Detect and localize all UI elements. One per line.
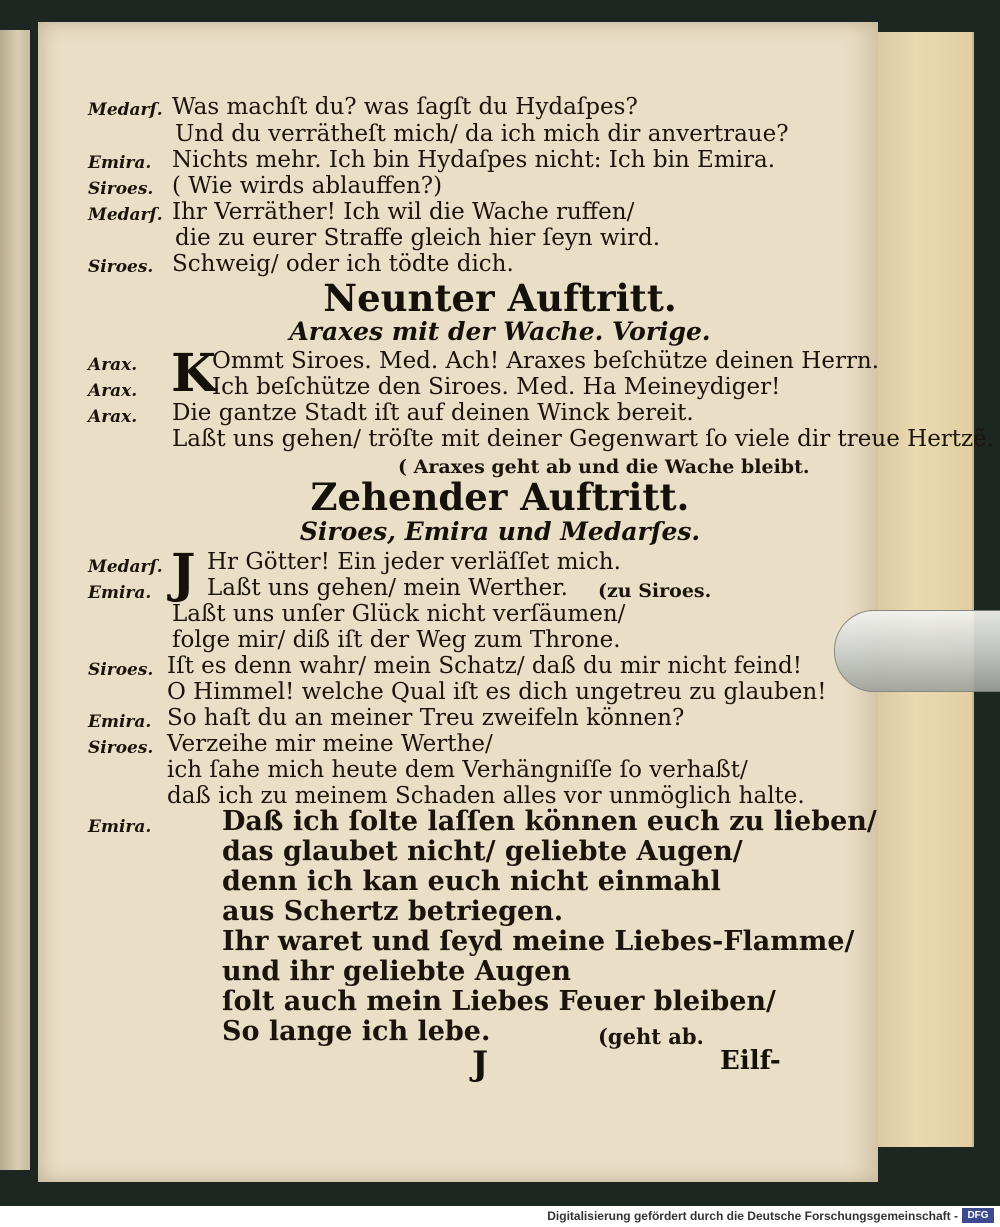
dialogue-line: Laßt uns gehen/ tröſte mit deiner Gegenwart ſo viele dir treue Hertzẽ. bbox=[172, 426, 995, 452]
dialogue-line: Laßt uns unſer Glück nicht verſäumen/ bbox=[172, 601, 626, 627]
dialogue-line: Nichts mehr. Ich bin Hydaſpes nicht: Ich bin Emira. bbox=[172, 147, 776, 173]
dialogue-line: folge mir/ diß iſt der Weg zum Throne. bbox=[172, 627, 621, 653]
aria-line: denn ich kan euch nicht einmahl bbox=[222, 866, 721, 897]
scene-heading: Neunter Auftritt. bbox=[323, 276, 677, 320]
speaker-label: Arax. bbox=[88, 381, 138, 401]
previous-page-edge bbox=[0, 30, 30, 1170]
speaker-label: Siroes. bbox=[88, 738, 154, 758]
aria-line: und ihr geliebte Augen bbox=[222, 956, 571, 987]
speaker-label: Medarſ. bbox=[88, 100, 163, 120]
paper-clip-image bbox=[834, 610, 1000, 692]
aria-line: Daß ich ſolte laſſen können euch zu lieben/ bbox=[222, 806, 877, 837]
dialogue-line: Ommt Siroes. Med. Ach! Araxes beſchütze deinen Herrn. bbox=[212, 348, 880, 374]
dialogue-line: Hr Götter! Ein jeder verläſſet mich. bbox=[207, 549, 621, 575]
speaker-label: Arax. bbox=[88, 355, 138, 375]
speaker-label: Emira. bbox=[88, 817, 152, 837]
scene-cast: Siroes, Emira und Medarſes. bbox=[299, 517, 701, 546]
dialogue-line: Verzeihe mir meine Werthe/ bbox=[167, 731, 493, 757]
stage-direction: ( Araxes geht ab und die Wache bleibt. bbox=[398, 456, 810, 478]
page-stack-edge bbox=[872, 32, 974, 1147]
dialogue-line: Laßt uns gehen/ mein Werther. bbox=[207, 575, 568, 601]
dialogue-line: Und du verrätheſt mich/ da ich mich dir anvertraue? bbox=[175, 121, 789, 147]
speaker-label: Siroes. bbox=[88, 179, 154, 199]
dialogue-line: Ihr Verräther! Ich wil die Wache ruffen/ bbox=[172, 199, 635, 225]
aria-line: aus Schertz betriegen. bbox=[222, 896, 564, 927]
dialogue-line: Was machſt du? was ſagſt du Hydaſpes? bbox=[172, 94, 638, 120]
speaker-label: Emira. bbox=[88, 153, 152, 173]
scene-cast: Araxes mit der Wache. Vorige. bbox=[289, 317, 711, 346]
signature-mark: J bbox=[472, 1044, 489, 1084]
aria-line: So lange ich lebe. bbox=[222, 1016, 491, 1047]
aria-line: das glaubet nicht/ geliebte Augen/ bbox=[222, 836, 743, 867]
speaker-label: Emira. bbox=[88, 712, 152, 732]
stage-direction: (zu Siroes. bbox=[598, 580, 712, 602]
aria-line: ſolt auch mein Liebes Feuer bleiben/ bbox=[222, 986, 776, 1017]
dialogue-line: Ich beſchütze den Siroes. Med. Ha Meineydiger! bbox=[212, 374, 781, 400]
speaker-label: Siroes. bbox=[88, 257, 154, 277]
dialogue-line: ( Wie wirds ablauffen?) bbox=[172, 173, 443, 199]
speaker-label: Arax. bbox=[88, 407, 138, 427]
dialogue-line: die zu eurer Straffe gleich hier ſeyn wird. bbox=[175, 225, 660, 251]
dfg-logo: DFG bbox=[962, 1208, 994, 1223]
dialogue-line: daß ich zu meinem Schaden alles vor unmöglich halte. bbox=[167, 783, 805, 809]
dialogue-line: Schweig/ oder ich tödte dich. bbox=[172, 251, 514, 277]
aria-line: Ihr waret und ſeyd meine Liebes-Flamme/ bbox=[222, 926, 855, 957]
scene-heading: Zehender Auftritt. bbox=[310, 475, 690, 519]
speaker-label: Medarſ. bbox=[88, 557, 163, 577]
stage-direction: (geht ab. bbox=[598, 1024, 704, 1049]
dialogue-line: So haſt du an meiner Treu zweifeln können? bbox=[167, 705, 685, 731]
drop-cap: J bbox=[171, 543, 196, 604]
speaker-label: Medarſ. bbox=[88, 205, 163, 225]
dialogue-line: Iſt es denn wahr/ mein Schatz/ daß du mir nicht feind! bbox=[167, 653, 803, 679]
speaker-label: Siroes. bbox=[88, 660, 154, 680]
dialogue-line: ich ſahe mich heute dem Verhängniſſe ſo verhaßt/ bbox=[167, 757, 748, 783]
speaker-label: Emira. bbox=[88, 583, 152, 603]
catchword: Eilf- bbox=[720, 1046, 781, 1076]
footer-credit: Digitalisierung gefördert durch die Deutsche Forschungsgemeinschaft - bbox=[547, 1209, 958, 1223]
drop-cap: K bbox=[171, 343, 217, 404]
dialogue-line: Die gantze Stadt iſt auf deinen Winck bereit. bbox=[172, 400, 694, 426]
dialogue-line: O Himmel! welche Qual iſt es dich ungetreu zu glauben! bbox=[167, 679, 827, 705]
